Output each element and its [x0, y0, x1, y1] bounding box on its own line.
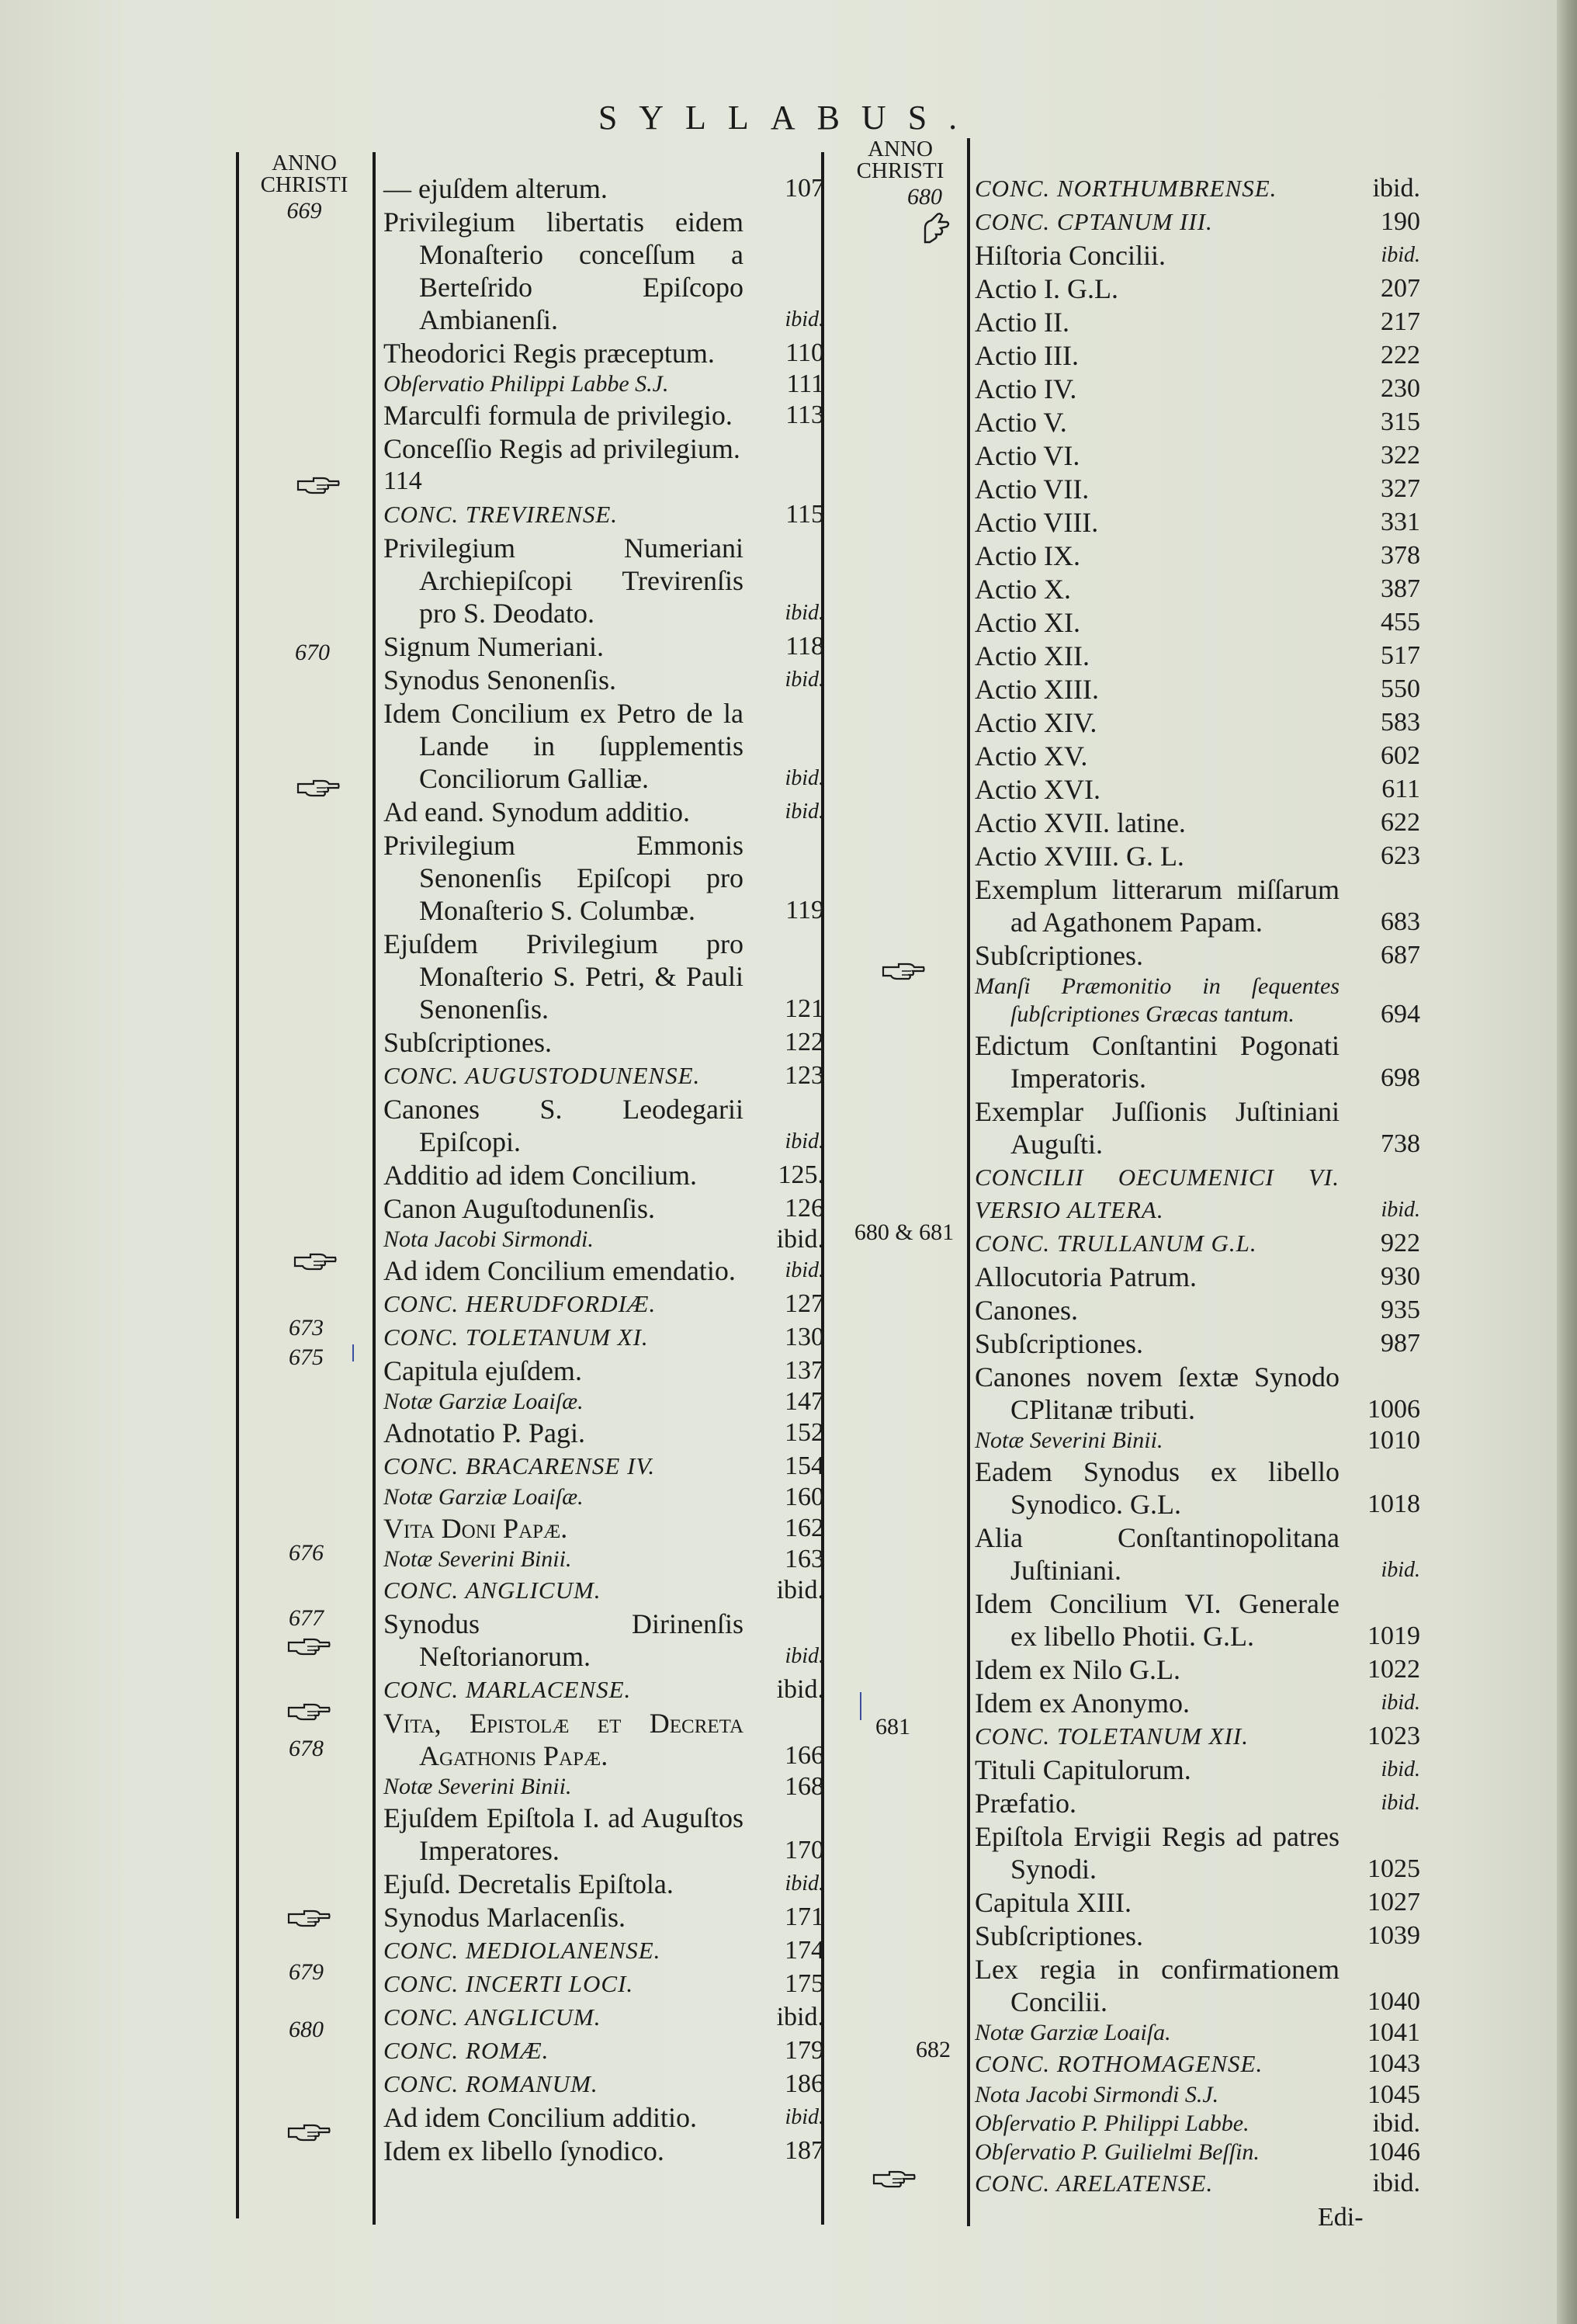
year-label: 669 — [286, 198, 322, 224]
manicule-icon — [872, 2169, 916, 2189]
left-outer-rule — [236, 152, 239, 2218]
entry: Idem ex libello ſynodico. 187 — [383, 2135, 824, 2166]
margin-year: 673 — [289, 1315, 324, 1341]
entry: — ejuſdem alterum. 107 — [383, 173, 824, 204]
pen-mark — [352, 1344, 354, 1361]
margin-year: 676 — [289, 1540, 324, 1566]
entry: Ad idem Concilium emendatio. ibid. — [383, 1255, 824, 1286]
margin-year: 675 — [289, 1344, 324, 1370]
entry: Nota Jacobi Sirmondi. ibid. — [383, 1225, 824, 1254]
entry: Actio III. 222 — [975, 340, 1420, 371]
catchword: Edi- — [1318, 2203, 1364, 2232]
entry: Privilegium Emmonis Senonenſis Epiſcopi pro Monaſterio S. Columbæ. 119 — [383, 830, 824, 926]
entry: Obſervatio Philippi Labbe S.J. 111 — [383, 369, 824, 398]
manicule-icon — [293, 1251, 337, 1271]
margin-year: 681 — [875, 1714, 910, 1740]
entry: Actio XVII. latine. 622 — [975, 807, 1420, 838]
anno-label: ANNO — [272, 151, 337, 175]
entry: CONC. ROTHOMAGENSE. 1043 — [975, 2049, 1420, 2078]
christi-label: CHRISTI — [260, 172, 348, 197]
adjacent-page-edge — [1557, 0, 1577, 2324]
entry: CONC. ARELATENSE. ibid. — [975, 2169, 1420, 2197]
manicule-icon — [920, 211, 951, 245]
pen-mark — [860, 1692, 861, 1720]
entry: Synodus Dirinenſis Neſtorianorum. ibid. — [383, 1608, 824, 1672]
left-inner-rule — [373, 152, 376, 2225]
entry: Canon Auguſtodunenſis. 126 — [383, 1193, 824, 1224]
entry: Notæ Garziæ Loaiſa. 1041 — [975, 2018, 1420, 2047]
entry: Notæ Severini Binii. 168 — [383, 1772, 824, 1801]
entry: Obſervatio P. Philippi Labbe. ibid. — [975, 2109, 1420, 2138]
entry: Actio XV. 602 — [975, 741, 1420, 772]
entry: CONC. HERUDFORDIÆ. 127 — [383, 1289, 824, 1318]
entry: Conceſſio Regis ad privilegium. 114 — [383, 433, 740, 495]
entry: Manſi Præmonitio in ſequentes ſubſcriptiones Græcas tantum. 694 — [975, 973, 1420, 1028]
manicule-icon — [287, 1701, 331, 1722]
entry: Obſervatio P. Guilielmi Beſſin. 1046 — [975, 2138, 1420, 2166]
entry: CONC. BRACARENSE IV. 154 — [383, 1452, 824, 1480]
entry: Actio XVI. 611 — [975, 774, 1420, 805]
entry: Actio VI. 322 — [975, 440, 1420, 471]
entry: CONC. TREVIRENSE. 115 — [383, 500, 824, 529]
entry: Marculfi formula de privilegio. 113 — [383, 400, 824, 431]
entry: Exemplum litterarum miſſarum ad Agathonem Papam. 683 — [975, 874, 1420, 938]
entry: Theodorici Regis præceptum. 110 — [383, 338, 824, 369]
margin-year: 678 — [289, 1736, 324, 1761]
entry: Subſcriptiones. 1039 — [975, 1920, 1420, 1951]
entry: Notæ Severini Binii. 1010 — [975, 1426, 1420, 1455]
christi-label: CHRISTI — [856, 158, 944, 183]
anno-label: ANNO — [868, 137, 933, 161]
entry: Ad idem Concilium additio. ibid. — [383, 2102, 824, 2133]
entry: CONC. MARLACENSE. ibid. — [383, 1675, 824, 1704]
manicule-icon — [296, 778, 340, 798]
manicule-icon — [296, 475, 340, 495]
entry: Ejuſd. Decretalis Epiſtola. ibid. — [383, 1868, 824, 1899]
entry: Actio VIII. 331 — [975, 507, 1420, 538]
running-title: SYLLABUS. — [598, 99, 979, 137]
entry: Vita Doni Papæ. 162 — [383, 1513, 824, 1544]
entry: Subſcriptiones. 687 — [975, 940, 1420, 971]
entry: CONC. ANGLICUM. ibid. — [383, 2003, 824, 2031]
entry: Actio V. 315 — [975, 407, 1420, 438]
entry: CONC. ROMANUM. 186 — [383, 2069, 824, 2098]
year-label: 680 — [907, 184, 942, 210]
entry: Ad eand. Synodum additio. ibid. — [383, 796, 824, 827]
entry: CONC. TOLETANUM XI. 130 — [383, 1323, 824, 1351]
entry: Epiſtola Ervigii Regis ad patres Synodi. 1025 — [975, 1821, 1420, 1885]
entry: Additio ad idem Concilium. 125. — [383, 1160, 824, 1191]
entry: CONC. CPTANUM III. 190 — [975, 207, 1420, 236]
entry: Actio IX. 378 — [975, 540, 1420, 571]
entry: Alia Conſtantinopolitana Juſtiniani. ibid. — [975, 1522, 1420, 1586]
entry: Nota Jacobi Sirmondi S.J. 1045 — [975, 2080, 1420, 2109]
right-column — [975, 172, 1425, 2201]
entry: Privilegium Numeriani Archiepiſcopi Trevirenſis pro S. Deodato. ibid. — [383, 532, 824, 629]
entry: Synodus Senonenſis. ibid. — [383, 664, 824, 695]
entry: Eadem Synodus ex libello Synodico. G.L. 1018 — [975, 1456, 1420, 1520]
entry: Idem Concilium VI. Generale ex libello Photii. G.L. 1019 — [975, 1588, 1420, 1652]
entry: Exemplar Juſſionis Juſtiniani Auguſti. 738 — [975, 1096, 1420, 1160]
entry: Privilegium libertatis eidem Monaſterio conceſſum a Berteſrido Epiſcopo Ambianenſi. ibid. — [383, 206, 824, 335]
margin-year: 680 & 681 — [854, 1219, 955, 1245]
entry: Capitula XIII. 1027 — [975, 1887, 1420, 1918]
entry: CONC. TRULLANUM G.L. 922 — [975, 1229, 1420, 1257]
entry: Ejuſdem Privilegium pro Monaſterio S. Petri, & Pauli Senonenſis. 121 — [383, 928, 824, 1025]
entry: Allocutoria Patrum. 930 — [975, 1261, 1420, 1292]
manicule-icon — [287, 1908, 331, 1928]
anno-header-left — [250, 152, 359, 222]
entry: Notæ Garziæ Loaiſæ. 147 — [383, 1387, 824, 1416]
entry: Actio XVIII. G. L. 623 — [975, 841, 1420, 872]
entry: Signum Numeriani. 118 — [383, 631, 824, 662]
manicule-icon — [882, 961, 925, 981]
entry: Actio X. 387 — [975, 574, 1420, 605]
entry: CONC. AUGUSTODUNENSE. 123 — [383, 1061, 824, 1090]
margin-year: 670 — [295, 640, 330, 665]
entry: Actio IV. 230 — [975, 373, 1420, 404]
entry: Canones novem ſextæ Synodo CPlitanæ tributi. 1006 — [975, 1361, 1420, 1425]
entry: Edictum Conſtantini Pogonati Imperatoris. 698 — [975, 1030, 1420, 1094]
entry: Actio I. G.L. 207 — [975, 273, 1420, 304]
entry: Actio XI. 455 — [975, 607, 1420, 638]
entry: Capitula ejuſdem. 137 — [383, 1355, 824, 1386]
entry: Subſcriptiones. 987 — [975, 1328, 1420, 1359]
right-inner-rule — [967, 138, 970, 2226]
manicule-icon — [287, 2122, 331, 2142]
entry: Notæ Severini Binii. 163 — [383, 1545, 824, 1573]
left-column — [383, 172, 829, 2168]
entry: Actio XII. 517 — [975, 640, 1420, 671]
entry: Notæ Garziæ Loaiſæ. 160 — [383, 1483, 824, 1511]
entry: Actio II. 217 — [975, 307, 1420, 338]
manicule-icon — [287, 1636, 331, 1656]
entry: Adnotatio P. Pagi. 152 — [383, 1417, 824, 1448]
entry: CONC. NORTHUMBRENSE. ibid. — [975, 174, 1420, 203]
entry: Ejuſdem Epiſtola I. ad Auguſtos Imperatores. 170 — [383, 1802, 824, 1866]
entry: Actio VII. 327 — [975, 473, 1420, 505]
entry: CONC. MEDIOLANENSE. 174 — [383, 1936, 824, 1965]
entry: Vita, Epistolæ et Decreta Agathonis Papæ. 166 — [383, 1708, 824, 1771]
entry: Canones. 935 — [975, 1295, 1420, 1326]
entry: CONC. TOLETANUM XII. 1023 — [975, 1722, 1420, 1750]
entry: Hiſtoria Concilii. ibid. — [975, 240, 1420, 271]
margin-year: 677 — [289, 1605, 324, 1631]
margin-year: 680 — [289, 2017, 324, 2042]
entry: Idem Concilium ex Petro de la Lande in ſupplementis Conciliorum Galliæ. ibid. — [383, 698, 824, 794]
margin-year: 682 — [916, 2037, 951, 2062]
entry: Synodus Marlacenſis. 171 — [383, 1902, 824, 1933]
margin-year: 679 — [289, 1959, 324, 1985]
entry: Idem ex Nilo G.L. 1022 — [975, 1654, 1420, 1685]
entry: Canones S. Leodegarii Epiſcopi. ibid. — [383, 1094, 824, 1157]
entry: CONC. ROMÆ. 179 — [383, 2036, 824, 2065]
entry: Idem ex Anonymo. ibid. — [975, 1688, 1420, 1719]
entry: Tituli Capitulorum. ibid. — [975, 1754, 1420, 1785]
entry: CONC. INCERTI LOCI. 175 — [383, 1969, 824, 1998]
entry: CONCILII OECUMENICI VI. VERSIO ALTERA. ibid. — [975, 1164, 1420, 1223]
entry: Subſcriptiones. 122 — [383, 1027, 824, 1058]
entry: Lex regia in confirmationem Concilii. 1040 — [975, 1954, 1420, 2017]
entry: Actio XIV. 583 — [975, 707, 1420, 738]
anno-header-right — [844, 138, 956, 208]
entry: Præfatio. ibid. — [975, 1788, 1420, 1819]
entry: Actio XIII. 550 — [975, 674, 1420, 705]
entry: CONC. ANGLICUM. ibid. — [383, 1576, 824, 1604]
